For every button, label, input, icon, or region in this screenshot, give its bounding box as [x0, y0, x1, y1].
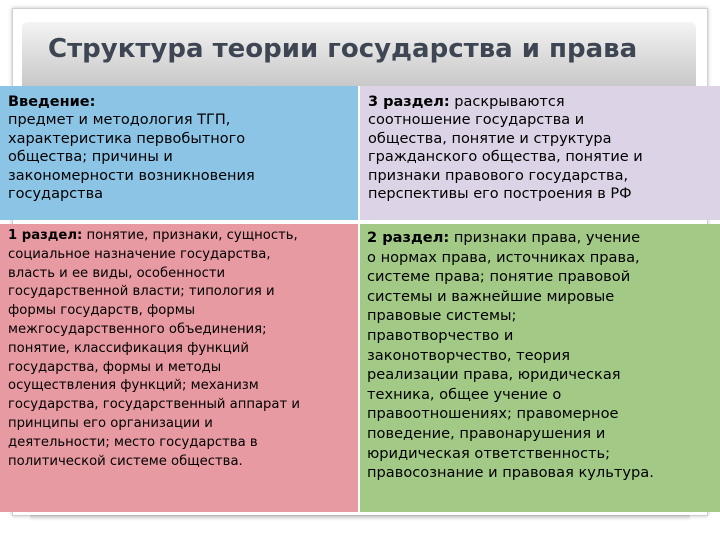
section2-line: правосознание и правовая культура.: [367, 464, 654, 482]
section1-line: государственной власти; типология и: [8, 284, 275, 300]
section3-cell: [360, 86, 720, 220]
intro-line: общества; причины и: [8, 149, 173, 166]
section1-line: понятие, признаки, сущность,: [82, 228, 298, 243]
intro-cell: [0, 86, 358, 220]
intro-heading: Введение:: [8, 94, 96, 110]
section2-heading: 2 раздел:: [367, 229, 450, 246]
intro-line: характеристика первобытного: [8, 130, 246, 147]
section1-line: межгосударственного объединения;: [8, 321, 267, 337]
section1-line: принципы его организации и: [8, 415, 213, 431]
section2-line: правотворчество и: [367, 326, 514, 344]
section2-line: системы и важнейшие мировые: [367, 287, 615, 305]
section1-line: социальное назначение государства,: [8, 246, 271, 262]
section2-line: техника, общее учение о: [367, 385, 562, 403]
section3-heading-line: [368, 93, 712, 111]
section3-line: гражданского общества, понятие и: [368, 149, 643, 166]
section2-line: системе права; понятие правовой: [367, 268, 631, 286]
section2-line: законотворчество, теория: [367, 346, 571, 364]
section3-line: общества, понятие и структура: [368, 130, 612, 147]
intro-heading-line: [8, 93, 350, 111]
section1-heading: 1 раздел:: [8, 228, 83, 243]
intro-line: закономерности возникновения: [8, 167, 255, 184]
section1-line: государства, формы и методы: [8, 359, 222, 375]
section2-line: о нормах права, источниках права,: [367, 248, 640, 266]
section2-line: правоотношениях; правомерное: [367, 405, 619, 423]
section1-line: осуществления функций; механизм: [8, 378, 259, 394]
slide-shadow: [30, 515, 690, 521]
section1-line: власть и ее виды, особенности: [8, 265, 226, 281]
slide-title: Структура теории государства и права: [48, 34, 638, 64]
section3-line: признаки правового государства,: [368, 167, 629, 184]
section1-line: деятельности; место государства в: [8, 434, 258, 450]
intro-line: государства: [8, 186, 104, 203]
section1-line: понятие, классификация функций: [8, 340, 249, 356]
intro-line: предмет и методология ТГП,: [8, 112, 231, 129]
title-bar: [22, 22, 696, 86]
section2-line: реализации права, юридическая: [367, 366, 621, 384]
section2-line: признаки права, учение: [449, 229, 641, 246]
section3-heading: 3 раздел:: [368, 94, 450, 110]
section1-line: формы государств, формы: [8, 303, 196, 319]
section1-line: политической системе общества.: [8, 453, 243, 469]
section1-heading-line: [8, 227, 350, 246]
section3-line: перспективы его построения в РФ: [368, 186, 632, 203]
section3-line: соотношение государства и: [368, 112, 585, 129]
section2-line: правовые системы;: [367, 307, 517, 325]
section2-line: поведение, правонарушения и: [367, 424, 606, 442]
section3-line: раскрываются: [449, 94, 565, 110]
section2-heading-line: [367, 228, 714, 248]
section1-cell: [0, 224, 358, 512]
section1-line: государства, государственный аппарат и: [8, 397, 300, 413]
section2-cell: [360, 224, 720, 512]
section2-line: юридическая ответственность;: [367, 444, 611, 462]
